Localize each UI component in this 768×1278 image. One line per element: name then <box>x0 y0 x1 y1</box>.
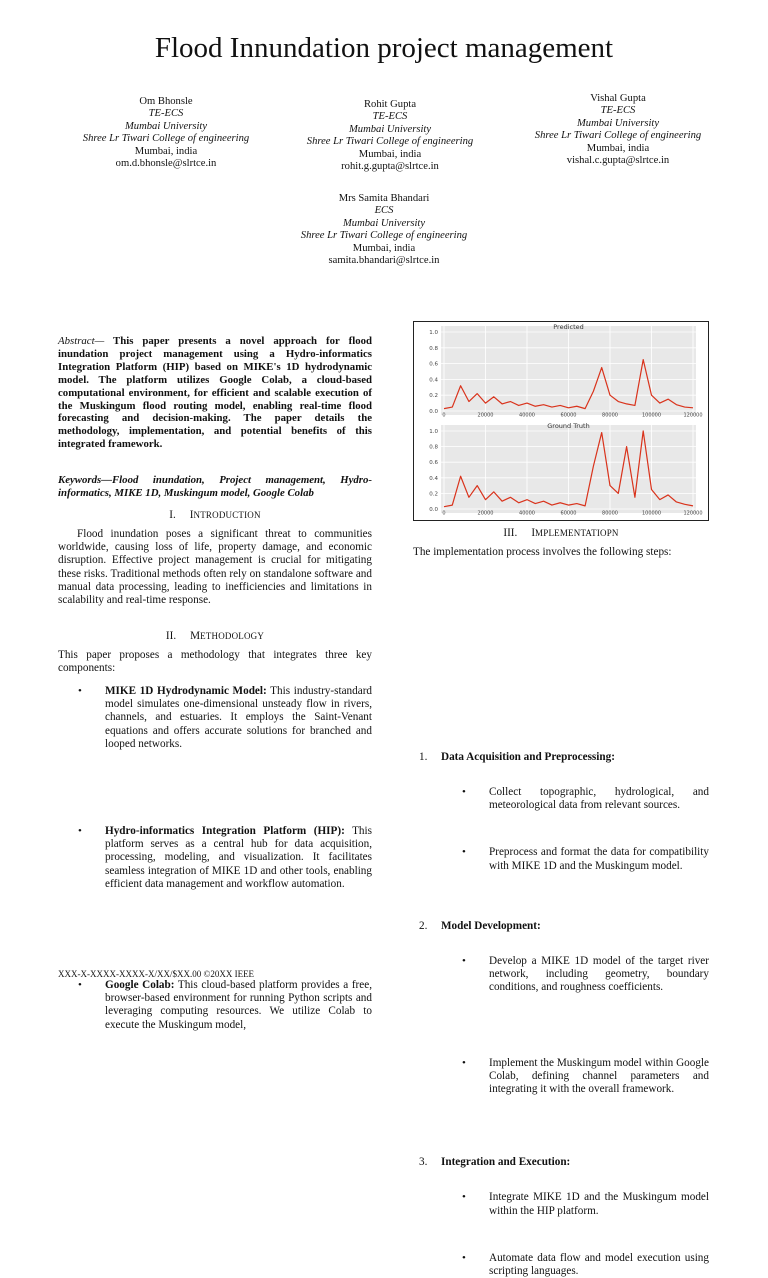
author-dept: TE-ECS <box>372 111 408 123</box>
author-name: Mrs Samita Bhandari <box>338 193 430 204</box>
x-tick-label: 80000 <box>602 412 618 419</box>
author-dept: ECS <box>374 205 394 217</box>
panel-title: Predicted <box>553 323 584 331</box>
bullet-text: Implement the Muskingum model within Google Colab, defining channel parameters and integrating it with the overall framework. <box>489 1056 709 1096</box>
author-name: Om Bhonsle <box>139 96 193 107</box>
x-tick-label: 100000 <box>641 510 662 517</box>
impl-bullet <box>462 846 709 872</box>
author-city: Mumbai, india <box>352 242 416 254</box>
section-number: II. <box>165 630 177 642</box>
bullet-text: Preprocess and format the data for compatibility with MIKE 1D and the Muskingum model. <box>489 846 709 872</box>
bullet-title: MIKE 1D Hydrodynamic Model: <box>105 685 267 697</box>
author-college: Shree Lr Tiwari College of engineering <box>300 230 468 242</box>
author-block <box>264 193 504 267</box>
y-tick-label: 0.4 <box>429 475 438 482</box>
y-tick-label: 0.6 <box>429 361 438 368</box>
x-tick-label: 20000 <box>477 412 494 419</box>
author-university: Mumbai University <box>348 123 432 135</box>
author-university: Mumbai University <box>576 117 660 129</box>
bullet-icon: • <box>462 786 466 799</box>
x-tick-label: 120000 <box>683 510 703 517</box>
bullet-icon: • <box>462 846 466 859</box>
author-college: Shree Lr Tiwari College of engineering <box>82 133 250 145</box>
step-title: Integration and Execution: <box>441 1156 571 1169</box>
section-heading-methodology <box>58 630 372 642</box>
x-tick-label: 120000 <box>683 412 703 419</box>
impl-intro: The implementation process involves the following steps: <box>413 546 672 558</box>
author-block <box>270 99 510 173</box>
author-university: Mumbai University <box>124 120 208 132</box>
author-email: vishal.c.gupta@slrtce.in <box>566 155 670 167</box>
bullet-title: Google Colab: <box>105 979 175 992</box>
author-name: Rohit Gupta <box>363 99 417 110</box>
bullet-icon: • <box>78 979 82 992</box>
bullet-text: Collect topographic, hydrological, and meteorological data from relevant sources. <box>489 786 709 812</box>
y-tick-label: 0.8 <box>429 444 438 451</box>
abstract-lead: Abstract— <box>58 335 105 347</box>
bullet-icon: • <box>462 1251 466 1264</box>
x-tick-label: 40000 <box>519 412 535 419</box>
y-tick-label: 0.6 <box>429 460 438 467</box>
section-rest: NTRODUCTION <box>193 510 261 520</box>
bullet-text: This industry-standard model simulates one-dimensional unsteady flow in rivers, channels, and estuaries. It employs the Saint-Venant equations and offers accurate solutions for branched and looped networks. <box>105 685 373 750</box>
x-tick-label: 60000 <box>560 510 577 517</box>
x-tick-label: 60000 <box>560 412 577 419</box>
impl-bullet <box>462 786 709 812</box>
paper-title: Flood Innundation project management <box>154 32 614 64</box>
bullet-icon: • <box>462 1056 466 1069</box>
author-college: Shree Lr Tiwari College of engineering <box>534 130 702 142</box>
bullet-icon: • <box>462 1191 466 1204</box>
method-intro: This paper proposes a methodology that integrates three key components: <box>58 649 372 675</box>
panel-title: Ground Truth <box>547 422 590 430</box>
x-tick-label: 0 <box>442 510 446 517</box>
step-number: 2. <box>419 919 428 932</box>
abstract-text: This paper presents a novel approach for flood inundation project management using a Hydro-informatics Integration Platform (HIP) based on MIKE's 1D hydrodynamic model. The platform utilizes Google Colab, a cloud-based computational environment, for efficient and scalable execution of the Muskingum flood routing model, enabling real-time flood forecasting and decision-making. The paper details the methodology, implementation, and potential benefits of this integrated framework. <box>58 335 372 451</box>
impl-step <box>419 919 709 933</box>
author-name: Vishal Gupta <box>590 93 646 104</box>
step-title: Data Acquisition and Preprocessing: <box>441 750 615 763</box>
author-dept: TE-ECS <box>148 108 184 120</box>
step-number: 1. <box>419 750 428 763</box>
bullet-text: This platform serves as a central hub for data acquisition, processing, modeling, and visualization. It facilitates seamless integration of MIKE 1D and other tools, enabling efficient data management and workflow automation. <box>105 825 372 890</box>
bullet-icon: • <box>462 955 466 968</box>
x-tick-label: 20000 <box>477 510 494 517</box>
method-bullet <box>78 825 372 891</box>
section-initial: I <box>531 527 536 539</box>
author-university: Mumbai University <box>342 217 426 229</box>
y-tick-label: 0.4 <box>429 377 438 384</box>
section-heading-implementation <box>413 527 709 539</box>
bullet-text: Develop a MIKE 1D model of the target river network, including geometry, boundary conditions, and roughness coefficients. <box>489 955 709 994</box>
section-rest: ETHODOLOGY <box>200 631 265 641</box>
bullet-text: This cloud-based platform provides a free, browser-based environment for running Python scripts and leveraging computing resources. We utilize Colab to execute the Muskingum model, <box>105 979 372 1031</box>
x-tick-label: 80000 <box>602 510 618 517</box>
author-city: Mumbai, india <box>586 142 650 154</box>
impl-step <box>419 1156 709 1169</box>
y-tick-label: 0.2 <box>429 393 438 400</box>
section-number: III. <box>503 527 518 539</box>
prediction-figure <box>413 321 709 521</box>
impl-bullet <box>462 1056 709 1097</box>
impl-step <box>419 750 709 764</box>
author-email: samita.bhandari@slrtce.in <box>328 255 440 267</box>
impl-bullet <box>462 955 709 995</box>
y-tick-label: 1.0 <box>429 330 438 336</box>
section-number: I. <box>169 509 176 521</box>
bullet-text: Automate data flow and model execution using scripting languages. <box>489 1251 709 1278</box>
section-rest: MPLEMENTATIOPN <box>535 528 619 538</box>
impl-bullet <box>462 1251 709 1278</box>
keywords: Keywords—Flood inundation, Project management, Hydro-informatics, MIKE 1D, Muskingum model, Google Colab <box>58 474 372 499</box>
x-tick-label: 40000 <box>519 510 535 517</box>
author-block <box>498 93 738 167</box>
author-city: Mumbai, india <box>134 145 198 157</box>
bullet-title: Hydro-informatics Integration Platform (HIP): <box>105 825 345 838</box>
impl-bullet <box>462 1191 709 1217</box>
y-tick-label: 1.0 <box>429 429 438 435</box>
x-tick-label: 0 <box>442 412 446 419</box>
intro-paragraph: Flood inundation poses a significant threat to communities worldwide, causing loss of life, property damage, and economic disruption. Effective project management is crucial for mitigating these risks. Traditional methods often rely on standalone software and manual data processing, leading to inefficiencies and limitations in scalability and real-time response. <box>58 528 372 607</box>
author-block <box>46 96 286 170</box>
step-number: 3. <box>419 1156 428 1169</box>
author-dept: TE-ECS <box>600 105 636 117</box>
x-tick-label: 100000 <box>641 412 662 419</box>
author-email: om.d.bhonsle@slrtce.in <box>115 158 217 170</box>
abstract <box>58 335 372 451</box>
y-tick-label: 0.0 <box>429 409 438 415</box>
author-city: Mumbai, india <box>358 148 422 160</box>
method-bullet <box>78 685 373 751</box>
author-college: Shree Lr Tiwari College of engineering <box>306 136 474 148</box>
author-email: rohit.g.gupta@slrtce.in <box>341 161 439 173</box>
footer-copyright: XXX-X-XXXX-XXXX-X/XX/$XX.00 ©20XX IEEE <box>58 969 255 979</box>
y-tick-label: 0.8 <box>429 345 438 352</box>
y-tick-label: 0.2 <box>429 491 438 498</box>
y-tick-label: 0.0 <box>429 507 438 513</box>
section-heading-introduction <box>58 509 372 521</box>
bullet-icon: • <box>78 685 82 697</box>
section-initial: M <box>190 630 201 642</box>
section-initial: I <box>189 509 194 521</box>
bullet-text: Integrate MIKE 1D and the Muskingum model within the HIP platform. <box>489 1191 709 1217</box>
step-title: Model Development: <box>441 919 541 932</box>
bullet-icon: • <box>78 825 82 838</box>
